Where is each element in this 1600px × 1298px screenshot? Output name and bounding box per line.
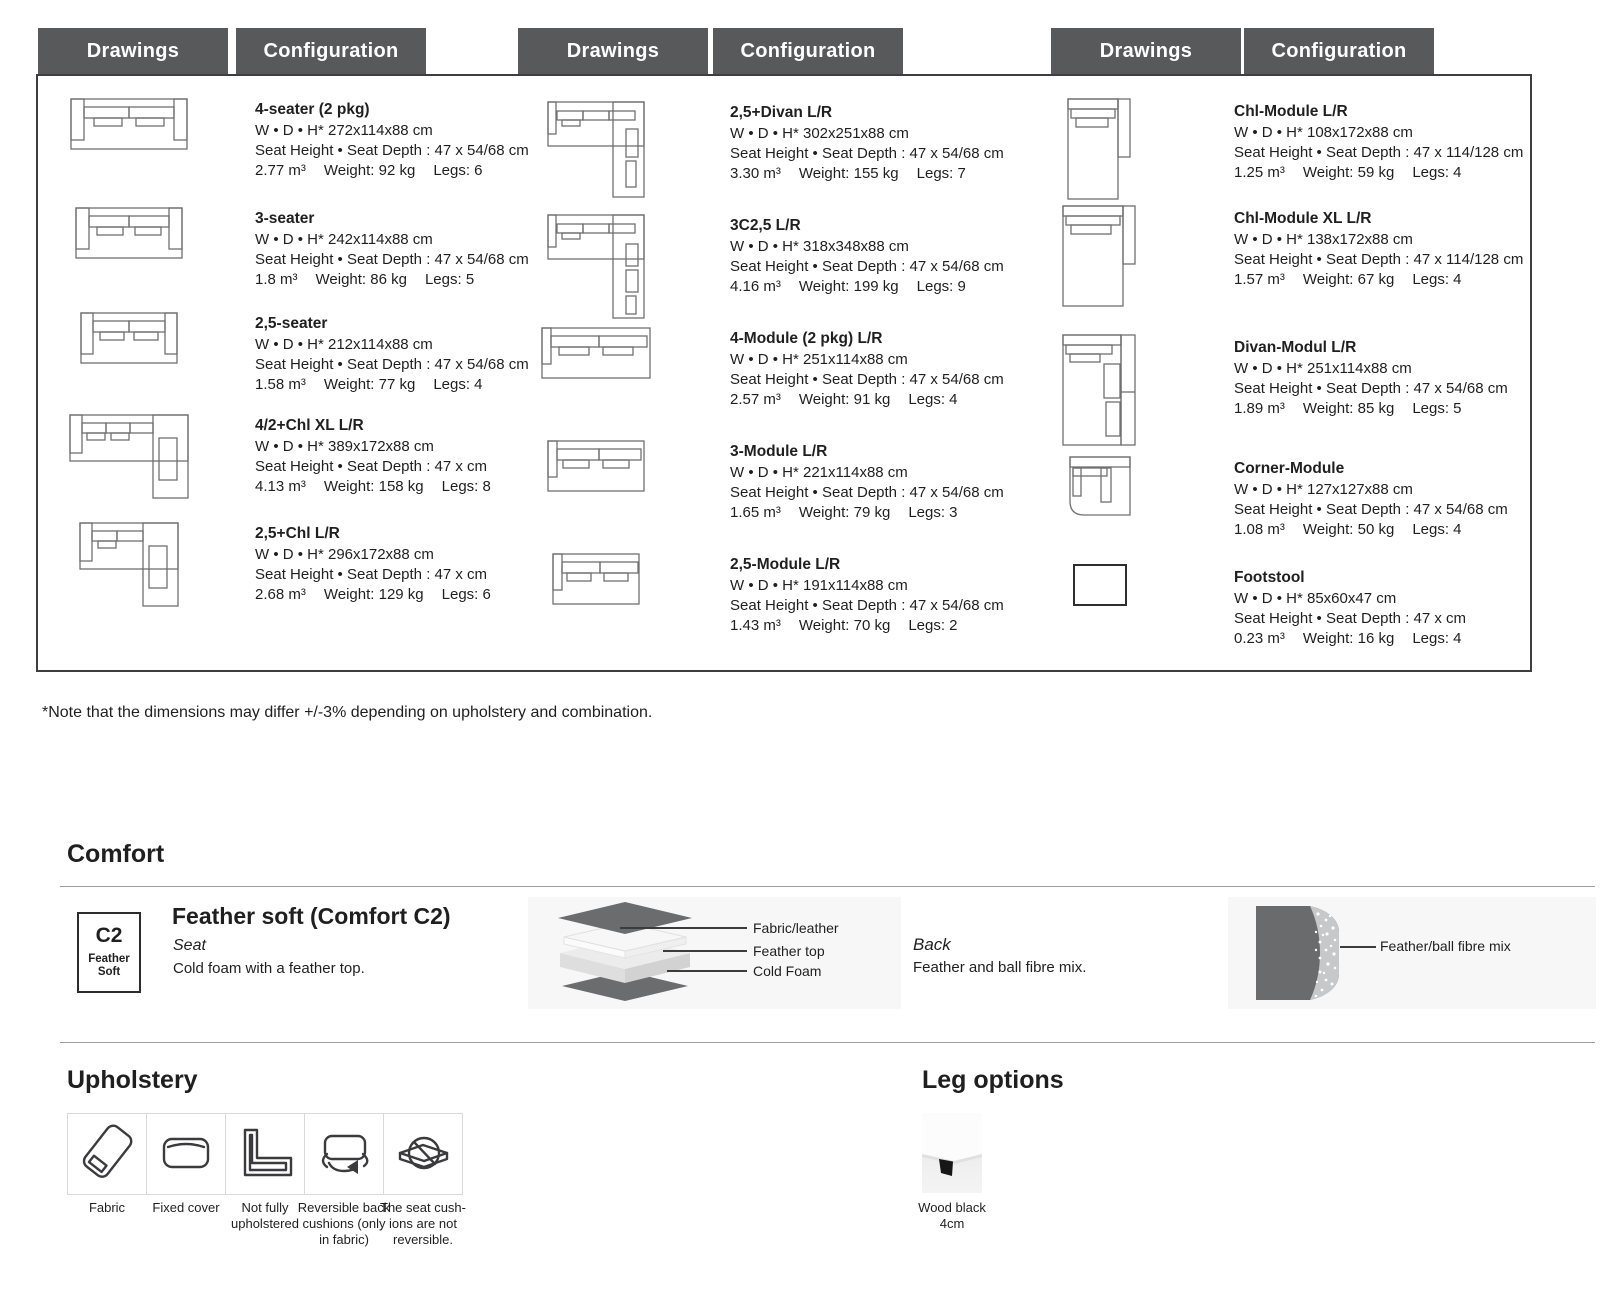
product-volume: 2.68 m³	[255, 586, 306, 603]
product-volume: 1.43 m³	[730, 617, 781, 634]
product-seat-spec: Seat Height • Seat Depth : 47 x 54/68 cm	[255, 142, 529, 159]
product-name: 2,5-seater	[255, 315, 328, 332]
upholstery-option-label: Fabric	[88, 1200, 126, 1215]
upholstery-option-fixed-cover	[146, 1113, 226, 1195]
reversible-cushion-icon	[315, 1123, 373, 1186]
drawing-2-5-module-l-r	[526, 551, 666, 651]
product-stats	[730, 390, 1050, 410]
product-name: 3C2,5 L/R	[730, 217, 801, 234]
drawing-corner-module	[1060, 455, 1140, 555]
product-volume: 1.89 m³	[1234, 400, 1285, 417]
drawing-chl-module-xl-l-r	[1060, 205, 1140, 305]
product-weight: Weight: 85 kg	[1302, 400, 1395, 417]
comfort-divider	[60, 886, 1595, 887]
product-stats	[730, 277, 1050, 297]
comfort-badge	[77, 912, 141, 993]
product-volume: 4.16 m³	[730, 278, 781, 295]
product-legs: Legs: 4	[908, 391, 958, 408]
product-weight: Weight: 16 kg	[1302, 630, 1395, 647]
product-dimensions: W • D • H* 212x114x88 cm	[255, 336, 433, 353]
product-volume: 1.58 m³	[255, 376, 306, 393]
fabric-swatch-icon	[78, 1123, 136, 1186]
drawing-footstool	[1060, 564, 1140, 664]
product-spec-chl-module-l-r	[1234, 102, 1554, 183]
product-stats	[1234, 629, 1554, 649]
layer-label-fabric: Fabric/leather	[753, 920, 839, 936]
upholstery-option-label: Reversible back cushions (only in fabric)	[297, 1200, 391, 1247]
product-volume: 3.30 m³	[730, 165, 781, 182]
product-seat-spec: Seat Height • Seat Depth : 47 x 54/68 cm	[730, 371, 1004, 388]
product-weight: Weight: 91 kg	[798, 391, 891, 408]
product-legs: Legs: 6	[441, 586, 491, 603]
layer-label-feather: Feather top	[753, 943, 825, 959]
fixed-cover-icon	[157, 1123, 215, 1186]
product-dimensions: W • D • H* 138x172x88 cm	[1234, 231, 1413, 248]
tab-drawings-3: Drawings	[1051, 28, 1241, 74]
section-divider	[60, 1042, 1595, 1043]
product-dimensions: W • D • H* 272x114x88 cm	[255, 122, 433, 139]
drawing-3c2-5-l-r	[526, 212, 666, 312]
product-volume: 1.65 m³	[730, 504, 781, 521]
product-name: Footstool	[1234, 569, 1305, 586]
drawing-2-5-divan-l-r	[526, 99, 666, 199]
product-legs: Legs: 5	[1412, 400, 1462, 417]
product-volume: 1.8 m³	[255, 271, 298, 288]
product-volume: 0.23 m³	[1234, 630, 1285, 647]
product-dimensions: W • D • H* 85x60x47 cm	[1234, 590, 1397, 607]
product-legs: Legs: 4	[1412, 630, 1462, 647]
product-seat-spec: Seat Height • Seat Depth : 47 x 54/68 cm	[730, 484, 1004, 501]
product-seat-spec: Seat Height • Seat Depth : 47 x cm	[1234, 610, 1467, 627]
drawing-4-2-chl-xl-l-r	[66, 412, 191, 512]
back-title: Back	[913, 935, 951, 954]
product-name: 2,5-Module L/R	[730, 556, 841, 573]
back-cushion-leader-line	[1340, 946, 1376, 948]
product-spec-divan-modul-l-r	[1234, 338, 1554, 419]
product-stats	[730, 503, 1050, 523]
comfort-subtitle: Seat	[173, 937, 206, 954]
product-dimensions: W • D • H* 242x114x88 cm	[255, 231, 433, 248]
not-reversible-cushion-icon	[394, 1123, 452, 1186]
comfort-badge-label: Feather Soft	[88, 953, 130, 978]
product-dimensions: W • D • H* 108x172x88 cm	[1234, 124, 1413, 141]
product-spec-3c2-5-l-r	[730, 216, 1050, 297]
product-table	[36, 74, 1532, 672]
product-weight: Weight: 86 kg	[315, 271, 407, 288]
product-name: 2,5+Divan L/R	[730, 104, 833, 121]
product-dimensions: W • D • H* 221x114x88 cm	[730, 464, 908, 481]
product-weight: Weight: 155 kg	[798, 165, 899, 182]
product-volume: 2.77 m³	[255, 162, 306, 179]
product-seat-spec: Seat Height • Seat Depth : 47 x 54/68 cm	[730, 145, 1004, 162]
product-name: 4-seater (2 pkg)	[255, 101, 370, 118]
product-legs: Legs: 4	[433, 376, 483, 393]
upholstery-heading: Upholstery	[67, 1066, 198, 1094]
product-seat-spec: Seat Height • Seat Depth : 47 x cm	[255, 458, 488, 475]
leg-option-wood-black	[922, 1113, 982, 1193]
product-legs: Legs: 5	[424, 271, 475, 288]
upholstery-option-label: Not fully upholstered	[231, 1200, 299, 1231]
product-name: 3-Module L/R	[730, 443, 828, 460]
drawing-4-seater-2-pkg	[66, 96, 191, 196]
tab-configuration-1: Configuration	[236, 28, 426, 74]
product-volume: 2.57 m³	[730, 391, 781, 408]
comfort-description: Cold foam with a feather top.	[173, 960, 365, 977]
product-weight: Weight: 79 kg	[798, 504, 891, 521]
comfort-heading: Comfort	[67, 840, 165, 868]
product-spec-3-module-l-r	[730, 442, 1050, 523]
product-seat-spec: Seat Height • Seat Depth : 47 x cm	[255, 566, 488, 583]
product-dimensions: W • D • H* 318x348x88 cm	[730, 238, 909, 255]
foam-leader-line	[667, 970, 747, 972]
product-stats	[1234, 270, 1554, 290]
layer-label-foam: Cold Foam	[753, 963, 822, 979]
product-stats	[1234, 399, 1554, 419]
product-name: 4-Module (2 pkg) L/R	[730, 330, 883, 347]
product-weight: Weight: 59 kg	[1302, 164, 1395, 181]
product-dimensions: W • D • H* 251x114x88 cm	[730, 351, 908, 368]
leg-option-label: Wood black 4cm	[918, 1200, 986, 1231]
product-seat-spec: Seat Height • Seat Depth : 47 x 54/68 cm	[1234, 380, 1508, 397]
upholstery-option-label: The seat cush-ions are not reversible.	[380, 1200, 466, 1247]
product-seat-spec: Seat Height • Seat Depth : 47 x 54/68 cm	[730, 597, 1004, 614]
product-spec-footstool	[1234, 568, 1554, 649]
wood-black-leg-icon	[922, 1113, 982, 1193]
product-stats	[730, 616, 1050, 636]
back-description: Feather and ball fibre mix.	[913, 959, 1087, 976]
product-seat-spec: Seat Height • Seat Depth : 47 x 114/128 cm	[1234, 251, 1524, 268]
product-spec-corner-module	[1234, 459, 1554, 540]
product-name: Corner-Module	[1234, 460, 1345, 477]
drawing-3-seater	[66, 205, 191, 305]
product-spec-4-module-2-pkg-l-r	[730, 329, 1050, 410]
tab-configuration-3: Configuration	[1244, 28, 1434, 74]
back-cushion-label: Feather/ball fibre mix	[1380, 938, 1511, 954]
comfort-title: Feather soft (Comfort C2)	[172, 903, 451, 929]
product-volume: 1.25 m³	[1234, 164, 1285, 181]
product-legs: Legs: 7	[916, 165, 966, 182]
product-legs: Legs: 4	[1412, 521, 1462, 538]
drawing-4-module-2-pkg-l-r	[526, 325, 666, 425]
product-dimensions: W • D • H* 302x251x88 cm	[730, 125, 909, 142]
seat-layers-panel	[528, 897, 901, 1009]
product-stats	[1234, 163, 1554, 183]
product-name: 3-seater	[255, 210, 315, 227]
sofa-profile-icon	[236, 1123, 294, 1186]
product-name: 4/2+Chl XL L/R	[255, 417, 364, 434]
upholstery-option-the-seat	[383, 1113, 463, 1195]
product-weight: Weight: 77 kg	[323, 376, 416, 393]
product-spec-2-5-divan-l-r	[730, 103, 1050, 184]
back-cushion-panel	[1228, 897, 1596, 1009]
fabric-leader-line	[620, 927, 747, 929]
product-dimensions: W • D • H* 191x114x88 cm	[730, 577, 908, 594]
product-legs: Legs: 3	[908, 504, 958, 521]
product-seat-spec: Seat Height • Seat Depth : 47 x 54/68 cm	[255, 251, 529, 268]
feather-leader-line	[663, 950, 747, 952]
product-seat-spec: Seat Height • Seat Depth : 47 x 54/68 cm	[730, 258, 1004, 275]
drawing-2-5-chl-l-r	[66, 520, 191, 620]
product-weight: Weight: 92 kg	[323, 162, 416, 179]
back-cushion-icon	[1246, 902, 1348, 1006]
leg-options-heading: Leg options	[922, 1066, 1064, 1094]
product-weight: Weight: 129 kg	[323, 586, 424, 603]
product-legs: Legs: 9	[916, 278, 966, 295]
product-legs: Legs: 8	[441, 478, 491, 495]
product-legs: Legs: 2	[908, 617, 958, 634]
product-volume: 4.13 m³	[255, 478, 306, 495]
product-name: Divan-Modul L/R	[1234, 339, 1357, 356]
upholstery-option-not-fully	[225, 1113, 305, 1195]
product-weight: Weight: 67 kg	[1302, 271, 1395, 288]
product-weight: Weight: 158 kg	[323, 478, 424, 495]
upholstery-option-label: Fixed cover	[152, 1200, 220, 1215]
product-weight: Weight: 199 kg	[798, 278, 899, 295]
product-name: 2,5+Chl L/R	[255, 525, 340, 542]
product-legs: Legs: 4	[1412, 164, 1462, 181]
upholstery-option-reversible-back	[304, 1113, 384, 1195]
comfort-badge-code: C2	[95, 924, 123, 947]
tab-configuration-2: Configuration	[713, 28, 903, 74]
product-spec-2-5-module-l-r	[730, 555, 1050, 636]
product-stats	[1234, 520, 1554, 540]
product-seat-spec: Seat Height • Seat Depth : 47 x 54/68 cm	[1234, 501, 1508, 518]
product-dimensions: W • D • H* 251x114x88 cm	[1234, 360, 1412, 377]
product-stats	[730, 164, 1050, 184]
drawing-2-5-seater	[66, 310, 191, 410]
product-volume: 1.57 m³	[1234, 271, 1285, 288]
product-seat-spec: Seat Height • Seat Depth : 47 x 54/68 cm	[255, 356, 529, 373]
upholstery-option-fabric	[67, 1113, 147, 1195]
drawing-chl-module-l-r	[1060, 98, 1140, 198]
tab-drawings-1: Drawings	[38, 28, 228, 74]
product-name: Chl-Module L/R	[1234, 103, 1348, 120]
product-weight: Weight: 50 kg	[1302, 521, 1395, 538]
product-weight: Weight: 70 kg	[798, 617, 891, 634]
product-spec-chl-module-xl-l-r	[1234, 209, 1554, 290]
product-legs: Legs: 6	[433, 162, 483, 179]
dimensions-footnote: *Note that the dimensions may differ +/-3% depending on upholstery and combination.	[42, 704, 653, 721]
product-dimensions: W • D • H* 296x172x88 cm	[255, 546, 434, 563]
product-seat-spec: Seat Height • Seat Depth : 47 x 114/128 cm	[1234, 144, 1524, 161]
product-name: Chl-Module XL L/R	[1234, 210, 1372, 227]
product-dimensions: W • D • H* 389x172x88 cm	[255, 438, 434, 455]
drawing-divan-modul-l-r	[1060, 334, 1140, 434]
drawing-3-module-l-r	[526, 438, 666, 538]
seat-layers-icon	[538, 901, 713, 1007]
product-legs: Legs: 4	[1412, 271, 1462, 288]
tab-drawings-2: Drawings	[518, 28, 708, 74]
product-volume: 1.08 m³	[1234, 521, 1285, 538]
product-dimensions: W • D • H* 127x127x88 cm	[1234, 481, 1413, 498]
